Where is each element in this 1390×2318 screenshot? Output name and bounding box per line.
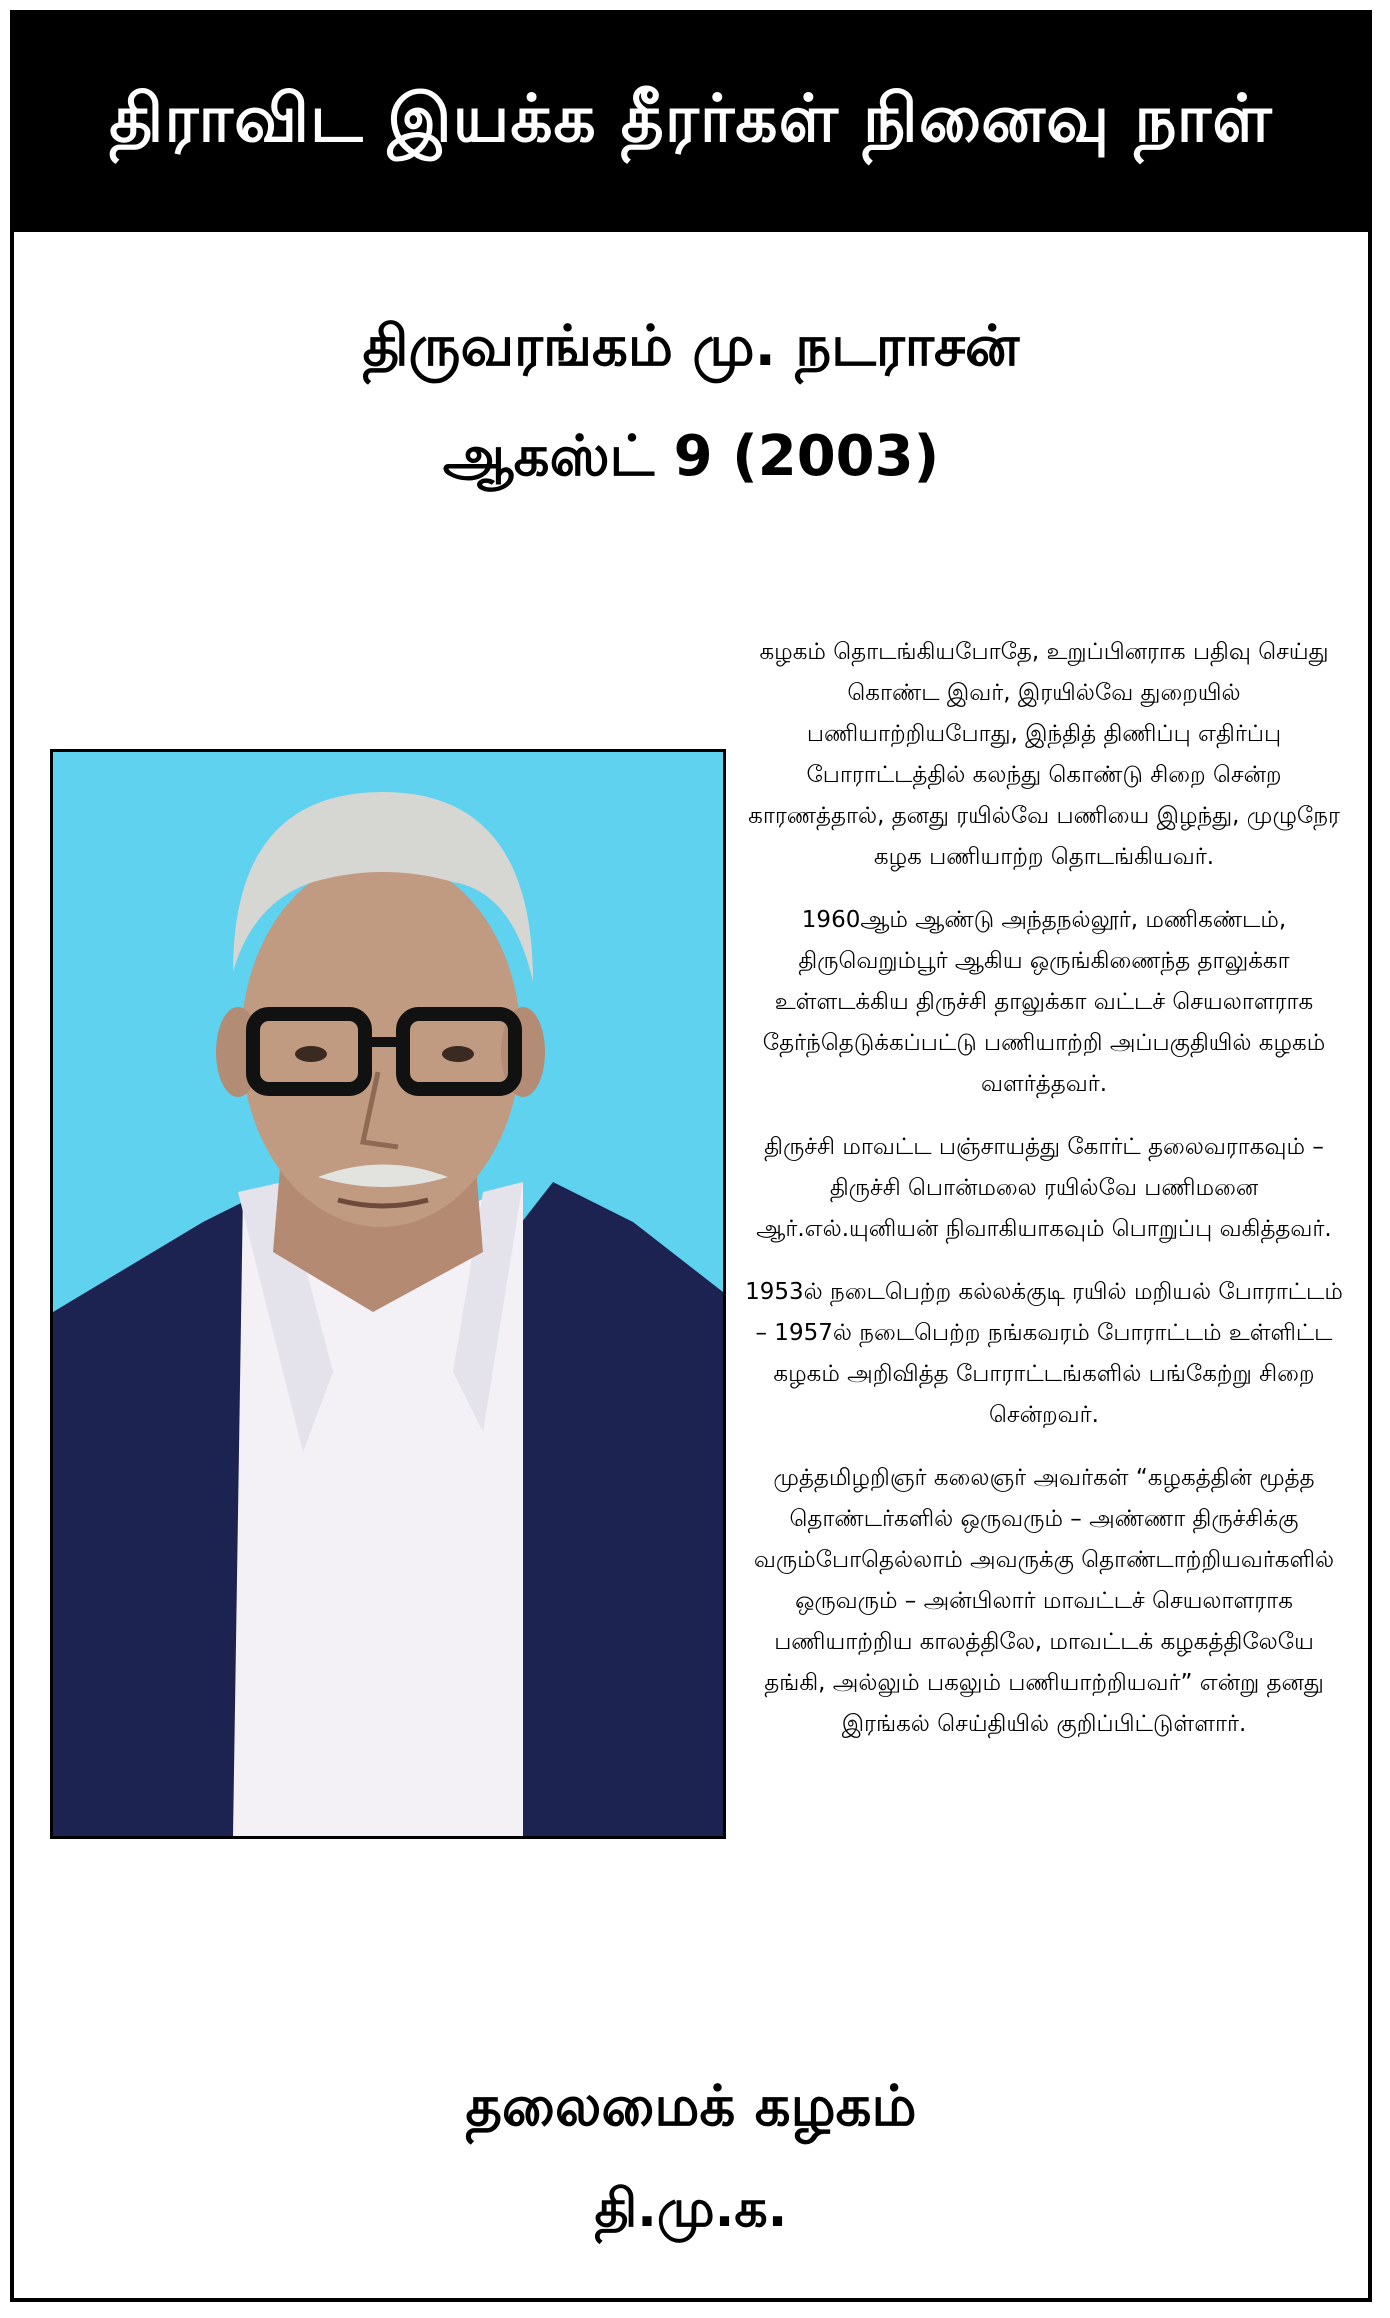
bio-paragraph: 1960ஆம் ஆண்டு அந்தநல்லூர், மணிகண்டம், திருவெறும்பூர் ஆகிய ஒருங்கிணைந்த தாலுக்கா உள்ளடக்கிய திருச்சி தாலுக்கா வட்டச் செயலாளராக தேர்ந்தெடுக்கப்பட்டு பணியாற்றி அப்பகுதியில் கழகம் வளர்த்தவர். [762, 907, 1326, 1097]
portrait-photo [50, 749, 726, 1839]
memorial-date: ஆகஸ்ட் 9 (2003) [442, 424, 940, 489]
portrait-illustration [53, 752, 723, 1836]
footer-party: தி.மு.க. [594, 2179, 788, 2239]
bio-paragraph: திருச்சி மாவட்ட பஞ்சாயத்து கோர்ட் தலைவராகவும் – திருச்சி பொன்மலை ரயில்வே பணிமனை ஆர்.எல்.யுனியன் நிவாகியாகவும் பொறுப்பு வகித்தவர். [756, 1134, 1332, 1242]
bio-paragraph: 1953ல் நடைபெற்ற கல்லக்குடி ரயில் மறியல் போராட்டம் – 1957ல் நடைபெற்ற நங்கவரம் போராட்டம் உள்ளிட்ட கழகம் அறிவித்த போராட்டங்களில் பங்கேற்று சிறை சென்றவர். [745, 1279, 1343, 1428]
banner-title: திராவிட இயக்க தீரர்கள் நினைவு நாள் [109, 80, 1273, 157]
subject-name: திருவரங்கம் மு. நடராசன் [362, 314, 1020, 379]
poster-frame [10, 10, 1372, 2302]
biography [744, 632, 1344, 1767]
bio-paragraph: முத்தமிழறிஞர் கலைஞர் அவர்கள் “கழகத்தின் மூத்த தொண்டர்களில் ஒருவரும் – அண்ணா திருச்சிக்கு வரும்போதெல்லாம் அவருக்கு தொண்டாற்றியவர்களில் ஒருவரும் – அன்பிலார் மாவட்டச் செயலாளராக பணியாற்றிய காலத்திலே, மாவட்டக் கழகத்திலேயே தங்கி, அல்லும் பகலும் பணியாற்றியவர்” என்று தனது இரங்கல் செய்தியில் குறிப்பிட்டுள்ளார். [753, 1465, 1335, 1737]
header-banner [14, 14, 1368, 232]
footer-organization: தலைமைக் கழகம் [465, 2074, 917, 2139]
bio-paragraph: கழகம் தொடங்கியபோதே, உறுப்பினராக பதிவு செய்து கொண்ட இவர், இரயில்வே துறையில் பணியாற்றியபோது, இந்தித் திணிப்பு எதிர்ப்பு போராட்டத்தில் கலந்து கொண்டு சிறை சென்ற காரணத்தால், தனது ரயில்வே பணியை இழந்து, முழுநேர கழக பணியாற்ற தொடங்கியவர். [748, 639, 1340, 870]
